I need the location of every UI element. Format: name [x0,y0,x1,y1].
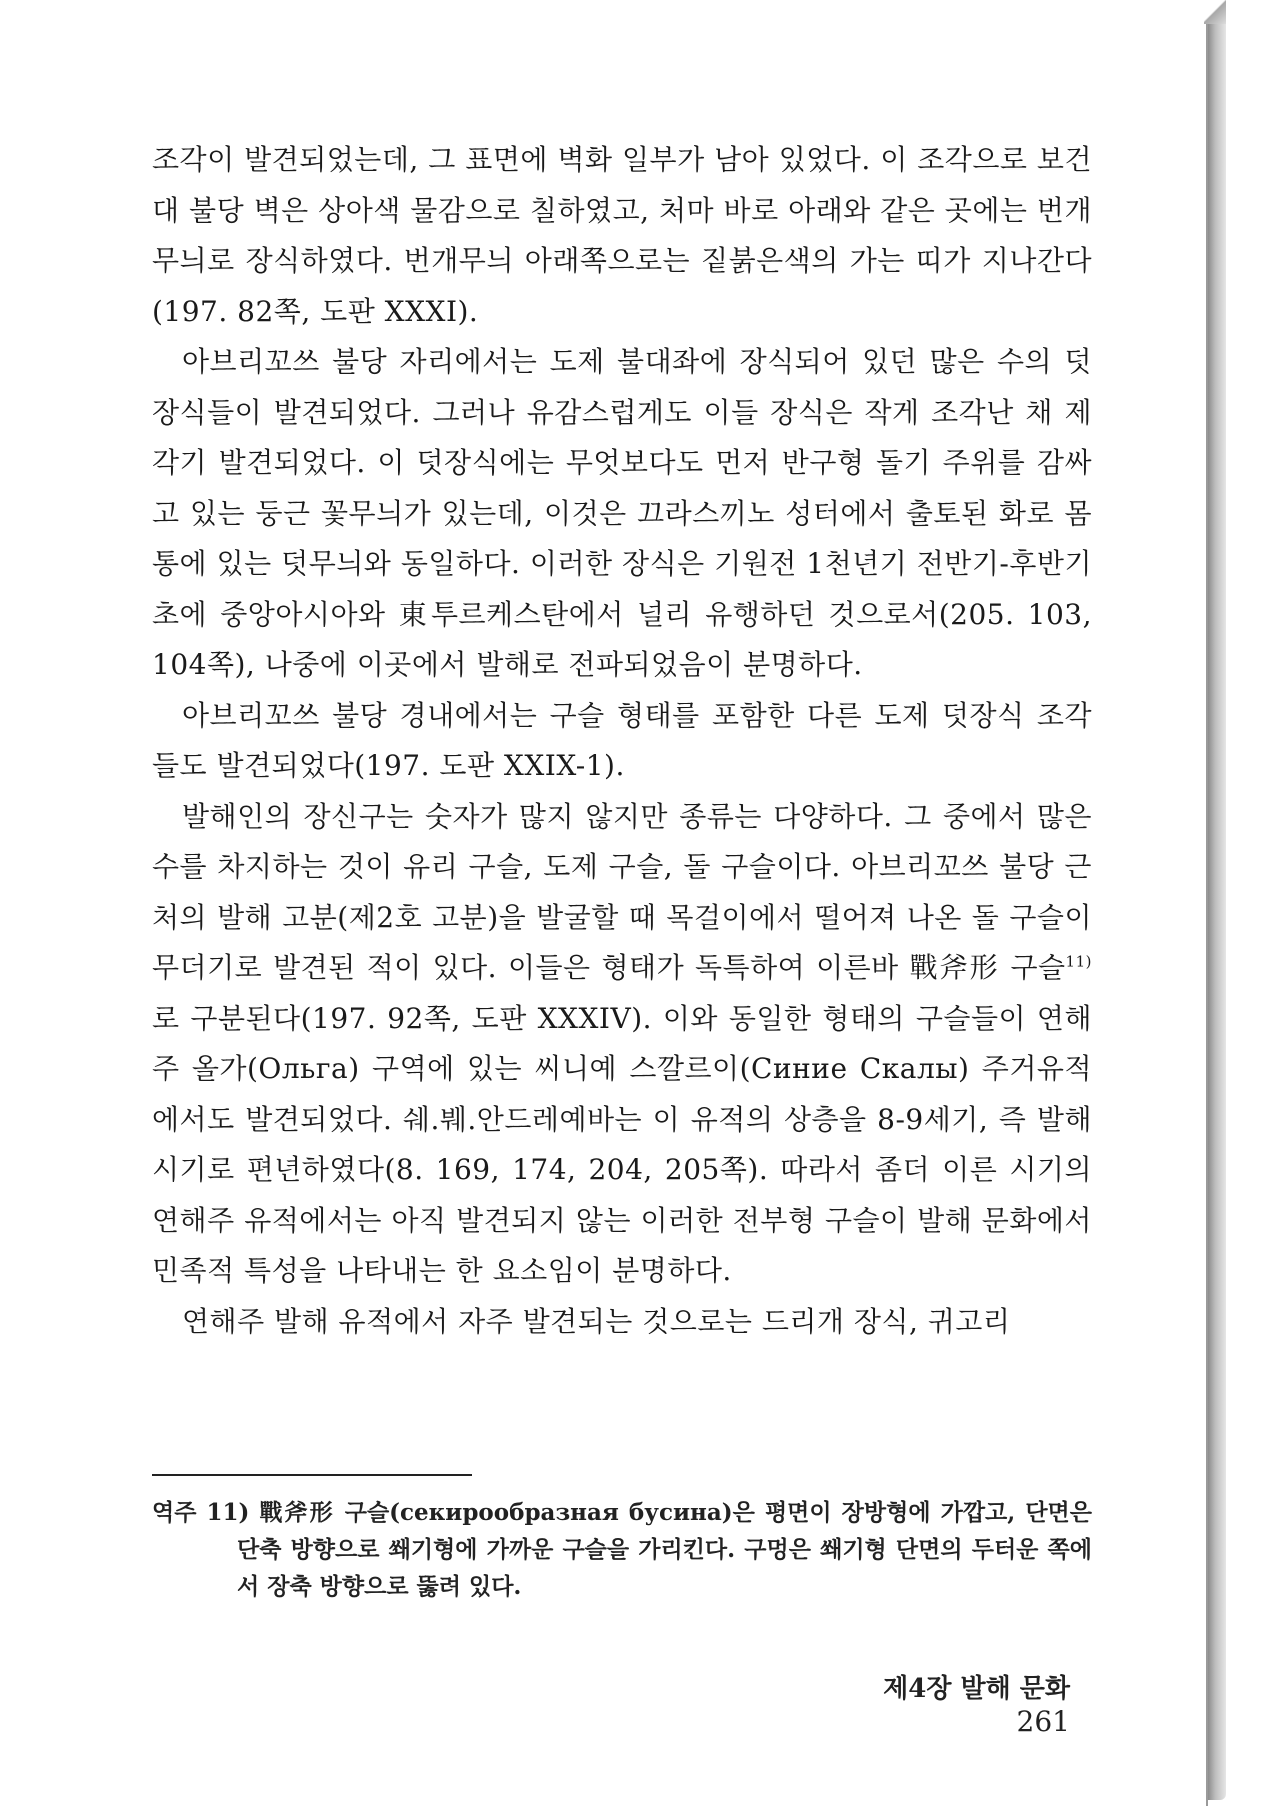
paragraph-text: 로 구분된다(197. 92쪽, 도판 XXXIV). 이와 동일한 형태의 구슬들이 연해주 올가(Ольга) 구역에 있는 씨니예 스깔르이(Синие Скалы) 주거유적에서도 발견되었다. 쉐.붸.안드레예바는 이 유적의 상층을 8-9세기, 즉 발해시기로 편년하였다(8. 169, 174, 204, 205쪽). 따라서 좀더 이른 시기의 연해주 유적에서는 아직 발견되지 않는 이러한 전부형 구슬이 발해 문화에서 민족적 특성을 나타내는 한 요소임이 분명하다. [152,1001,1092,1287]
paragraph-text: 발해인의 장신구는 숫자가 많지 않지만 종류는 다양하다. 그 중에서 많은 수를 차지하는 것이 유리 구슬, 도제 구슬, 돌 구슬이다. 아브리꼬쓰 불당 근처의 발해 고분(제2호 고분)을 발굴할 때 목걸이에서 떨어져 나온 돌 구슬이 무더기로 발견된 적이 있다. 이들은 형태가 독특하여 이른바 戰斧形 구슬 [152,799,1092,984]
paragraph: 조각이 발견되었는데, 그 표면에 벽화 일부가 남아 있었다. 이 조각으로 보건대 불당 벽은 상아색 물감으로 칠하였고, 처마 바로 아래와 같은 곳에는 번개무늬로 장식하였다. 번개무늬 아래쪽으로는 짙붉은색의 가는 띠가 지나간다(197. 82쪽, 도판 XXXI). [152,143,1092,328]
footnote-divider [152,1474,472,1476]
paragraph: 아브리꼬쓰 불당 자리에서는 도제 불대좌에 장식되어 있던 많은 수의 덧장식들이 발견되었다. 그러나 유감스럽게도 이들 장식은 작게 조각난 채 제각기 발견되었다. 이 덧장식에는 무엇보다도 먼저 반구형 돌기 주위를 감싸고 있는 둥근 꽃무늬가 있는데, 이것은 끄라스끼노 성터에서 출토된 화로 몸통에 있는 덧무늬와 동일하다. 이러한 장식은 기원전 1천년기 전반기-후반기 초에 중앙아시아와 東투르케스탄에서 널리 유행하던 것으로서(205. 103, 104쪽), 나중에 이곳에서 발해로 전파되었음이 분명하다. [152,345,1092,681]
page-edge [1208,10,1226,1800]
footnote-label: 역주 11) [152,1499,250,1526]
chapter-title: 제4장 발해 문화 [883,1674,1070,1704]
paragraph: 연해주 발해 유적에서 자주 발견되는 것으로는 드리개 장식, 귀고리 [182,1304,1011,1338]
paragraph: 아브리꼬쓰 불당 경내에서는 구슬 형태를 포함한 다른 도제 덧장식 조각들도 발견되었다(197. 도판 XXIX-1). [152,698,1092,782]
footnote-text: 戰斧形 구슬(секирообразная бусина)은 평면이 장방형에 가깝고, 단면은 단축 방향으로 쐐기형에 가까운 구슬을 가리킨다. 구멍은 쐐기형 단면의 두터운 쪽에서 장축 방향으로 뚫려 있다. [237,1499,1092,1600]
footnote [152,1494,1092,1605]
page-number: 261 [1016,1705,1070,1738]
paragraph [152,792,1092,1297]
body-text [152,135,1092,1347]
footnote-reference[interactable]: 11) [1065,952,1092,971]
page-footer [830,1668,1070,1738]
